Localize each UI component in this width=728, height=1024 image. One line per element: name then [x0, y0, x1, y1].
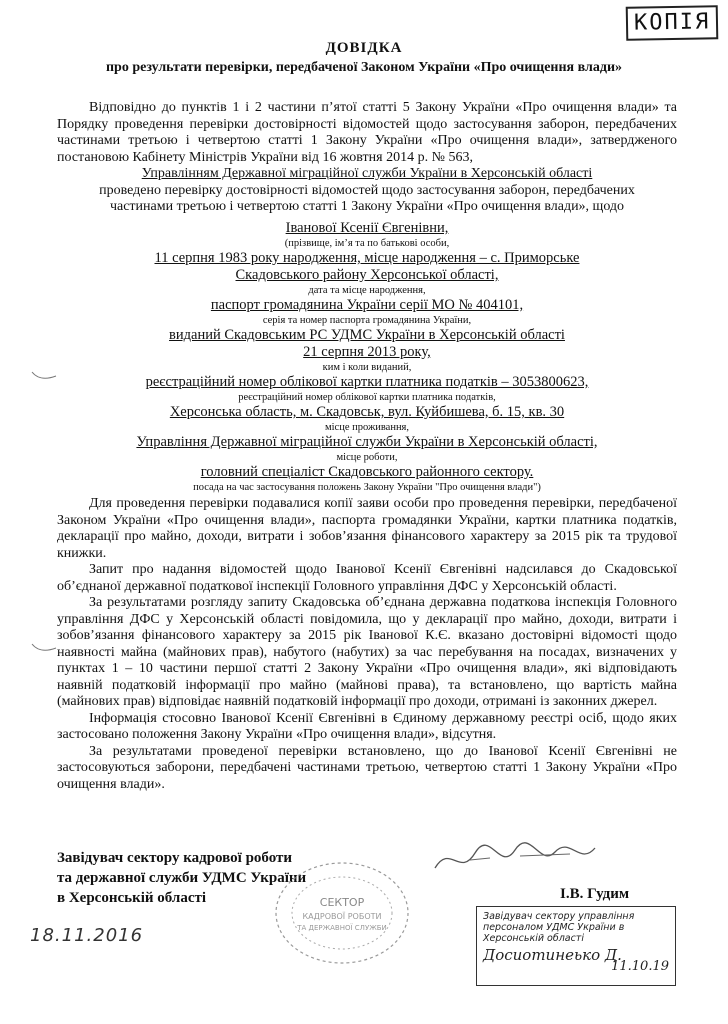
position-caption: посада на час застосування положень Закону України "Про очищення влади") — [193, 482, 541, 493]
issued-caption: ким і коли виданий, — [322, 362, 412, 373]
position-line: головний спеціаліст Скадовського районного сектору. — [200, 464, 534, 480]
signature-line-2: та державної служби УДМС України — [57, 870, 307, 886]
tax-caption: реєстраційний номер облікової картки платника податків, — [238, 392, 496, 403]
person-name-caption: (прізвище, ім’я та по батькові особи, — [284, 238, 450, 249]
margin-mark-2 — [30, 640, 60, 656]
birth-line-2: Скадовського району Херсонської області, — [235, 267, 499, 283]
birth-caption: дата та місце народження, — [308, 285, 426, 296]
document-title: ДОВІДКА — [325, 40, 403, 56]
intro-paragraph: Відповідно до пунктів 1 і 2 частини п’ятої статті 5 Закону України «Про очищення влади» та Порядку проведення перевірки достовірності відомостей щодо застосування заборон, передбачених частинами третьою і четвертою статті 1 Закону України «Про очищення влади», затвердженого постановою Кабінету Міністрів України від 16 жовтня 2014 р. № 563, — [57, 100, 677, 165]
handwritten-signature — [430, 838, 600, 888]
signature-line-1: Завідувач сектору кадрової роботи — [57, 850, 293, 866]
rect-stamp-line-2: персоналом УДМС України в — [483, 922, 625, 933]
rect-stamp-line-1: Завідувач сектору управління — [483, 911, 635, 922]
paragraph-documents: Для проведення перевірки подавалися копії заяви особи про проведення перевірки, передбаченої Законом України «Про очищення влади», паспорта громадянки України, картки платника податків, декларації про майно, доходи, витрати і зобов’язання фінансового характеру за 2015 рік та трудової книжки. — [57, 496, 677, 561]
passport-caption: серія та номер паспорта громадянина України, — [262, 315, 472, 326]
intro-line-2b: частинами третьою і четвертою статті 1 Закону України «Про очищення влади», щодо — [109, 199, 625, 214]
issued-line: виданий Скадовським РС УДМС України в Херсонській області — [169, 327, 565, 343]
passport-line: паспорт громадянина України серії МО № 404101, — [210, 297, 524, 313]
address-caption: місце проживання, — [324, 422, 410, 433]
address-line: Херсонська область, м. Скадовськ, вул. Куйбишева, б. 15, кв. 30 — [169, 404, 565, 420]
intro-block — [57, 100, 677, 216]
intro-line-2a: проведено перевірку достовірності відомостей щодо застосування заборон, передбачених — [99, 182, 635, 198]
rect-stamp-handwritten: Досиотинеько Д. — [483, 946, 622, 964]
document-subtitle: про результати перевірки, передбаченої Законом України «Про очищення влади» — [105, 60, 623, 75]
birth-line-1: 11 серпня 1983 року народження, місце народження – с. Приморське — [154, 250, 580, 266]
round-stamp-line-3: ТА ДЕРЖАВНОЇ СЛУЖБИ — [297, 924, 387, 932]
handwritten-date: 18.11.2016 — [30, 925, 144, 946]
rect-stamp-date: 11.10.19 — [611, 959, 669, 974]
checking-authority: Управлінням Державної міграційної служби України в Херсонській області — [141, 166, 593, 181]
certification-stamp — [476, 906, 676, 986]
margin-mark-1 — [30, 368, 60, 384]
rect-stamp-line-3: Херсонській області — [483, 933, 584, 944]
round-stamp-line-1: СЕКТОР — [319, 896, 365, 909]
round-seal — [272, 858, 412, 968]
personal-data-block — [57, 220, 677, 494]
paragraph-conclusion: За результатами проведеної перевірки встановлено, що до Іванової Ксенії Євгенівні не застосовуються заборони, передбачені частинами третьою, четвертою статті 1 Закону України «Про очищення влади». — [57, 743, 677, 792]
person-name: Іванової Ксенії Євгенівни, — [285, 220, 449, 236]
tax-number-line: реєстраційний номер облікової картки платника податків – 3053800623, — [145, 374, 589, 390]
copy-stamp: КОПІЯ — [625, 5, 718, 41]
issued-date: 21 серпня 2013 року, — [303, 344, 431, 360]
paragraph-request: Запит про надання відомостей щодо Іванової Ксенії Євгенівні надсилався до Скадовської об’єднаної державної податкової інспекції Головного управління ДФС у Херсонській області. — [57, 562, 677, 594]
signer-name: І.В. Гудим — [560, 886, 630, 902]
workplace-caption: місце роботи, — [336, 452, 398, 463]
workplace-line: Управління Державної міграційної служби України в Херсонській області, — [136, 434, 598, 450]
main-text-block — [57, 496, 677, 793]
round-stamp-line-2: КАДРОВОЇ РОБОТИ — [302, 912, 382, 921]
paragraph-results: За результатами розгляду запиту Скадовська об’єднана державна податкова інспекція Головного управління ДФС у Херсонській області повідомила, що у декларації про майно, доходи, витрати і зобов’язання фінансового характеру за 2015 рік Іванової К.Є. вказано достовірні відомості щодо наявності майна (майнових прав), набутого (набутих) за час перебування на посадах, визначених у пунктах 1 – 10 частини першої статті 2 Закону України «Про очищення влади», які відповідають наявній податковій інформації про майно (майнові права), та встановлено, що вартість майна (майнових прав) відповідає наявній податковій інформації про доходи, отримані із законних джерел. — [57, 595, 677, 709]
signature-position — [57, 848, 306, 908]
signature-line-3: в Херсонській області — [57, 890, 207, 906]
paragraph-registry: Інформація стосовно Іванової Ксенії Євгенівні в Єдиному державному реєстрі осіб, щодо яких застосовано положення Закону України «Про очищення влади», відсутня. — [57, 710, 677, 742]
